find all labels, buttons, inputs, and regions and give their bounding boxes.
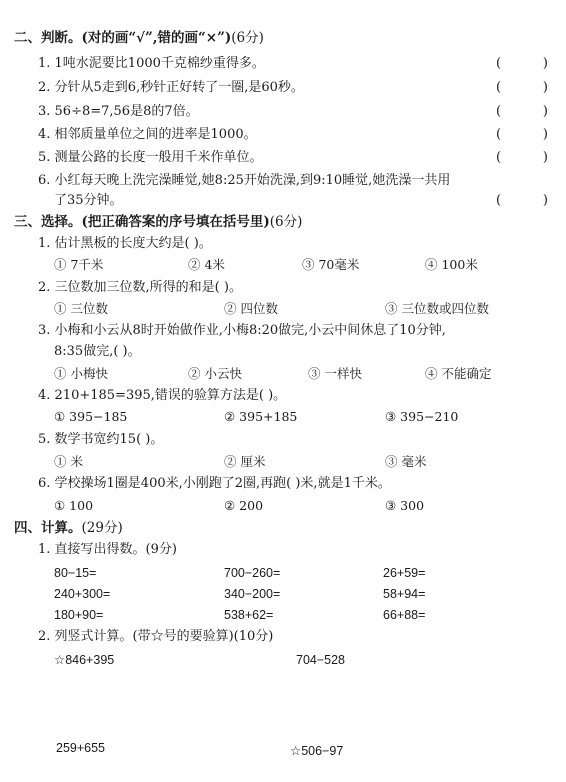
answer-bracket-4[interactable]: ( ) [496, 127, 548, 142]
section-3-score: (6分) [269, 214, 303, 230]
q1-option-2[interactable]: ② 4米 [188, 257, 225, 272]
vertical-calc-2: 704−528 [296, 653, 346, 667]
q2-option-2[interactable]: ② 四位数 [224, 301, 278, 316]
q3-option-3[interactable]: ③ 一样快 [308, 366, 362, 381]
answer-bracket-2[interactable]: ( ) [496, 80, 548, 95]
choice-q2: 2. 三位数加三位数,所得的和是( )。 [38, 280, 242, 295]
judge-item-2: 2. 分针从5走到6,秒针正好转了一圈,是60秒。 [38, 80, 304, 95]
q2-option-3[interactable]: ③ 三位数或四位数 [385, 301, 489, 316]
section-2-heading [14, 30, 264, 46]
q4-option-1[interactable]: ① 395−185 [54, 409, 128, 424]
calc-r2-c1: 240+300= [54, 587, 111, 601]
calc-r3-c2: 538+62= [224, 608, 274, 622]
q3-option-1[interactable]: ① 小梅快 [54, 366, 108, 381]
q5-option-2[interactable]: ② 厘米 [224, 454, 266, 469]
q6-option-1[interactable]: ① 100 [54, 498, 94, 513]
section-2-note: (对的画“√”,错的画“×”) [81, 30, 232, 46]
section-3-heading [14, 214, 302, 230]
judge-item-6-cont: 了35分钟。 [54, 193, 123, 208]
section-3-note: (把正确答案的序号填在括号里) [81, 214, 270, 230]
calc-r1-c3: 26+59= [383, 566, 426, 580]
calc-part-1-label: 1. 直接写出得数。(9分) [38, 542, 177, 557]
calc-r2-c3: 58+94= [383, 587, 426, 601]
q2-option-1[interactable]: ① 三位数 [54, 301, 108, 316]
calc-part-2-label: 2. 列竖式计算。(带☆号的要验算)(10分) [38, 629, 274, 644]
calc-r1-c1: 80−15= [54, 566, 97, 580]
choice-q1: 1. 估计黑板的长度大约是( )。 [38, 236, 212, 251]
choice-q4: 4. 210+185=395,错误的验算方法是( )。 [38, 388, 287, 403]
answer-bracket-6[interactable]: ( ) [496, 193, 548, 208]
vertical-calc-1: ☆846+395 [54, 653, 115, 667]
section-2-score: (6分) [231, 30, 264, 46]
answer-bracket-3[interactable]: ( ) [496, 104, 548, 119]
answer-bracket-5[interactable]: ( ) [496, 150, 548, 165]
choice-q5: 5. 数学书宽约15( )。 [38, 432, 164, 447]
q4-option-3[interactable]: ③ 395−210 [385, 409, 459, 424]
judge-item-6: 6. 小红每天晚上洗完澡睡觉,她8:25开始洗澡,到9:10睡觉,她洗澡一共用 [38, 173, 451, 188]
section-2-title: 二、判断。 [14, 30, 82, 46]
section-3-title: 三、选择。 [14, 214, 82, 230]
choice-q6: 6. 学校操场1圈是400米,小刚跑了2圈,再跑( )米,就是1千米。 [38, 476, 391, 491]
q4-option-2[interactable]: ② 395+185 [224, 409, 298, 424]
judge-item-4: 4. 相邻质量单位之间的进率是1000。 [38, 127, 257, 142]
judge-item-3: 3. 56÷8=7,56是8的7倍。 [38, 104, 199, 119]
q3-option-2[interactable]: ② 小云快 [188, 366, 242, 381]
choice-q3-cont: 8:35做完,( )。 [54, 344, 141, 359]
q1-option-4[interactable]: ④ 100米 [425, 257, 478, 272]
vertical-calc-4: ☆506−97 [290, 744, 344, 758]
section-4-score: (29分) [81, 520, 123, 536]
q5-option-3[interactable]: ③ 毫米 [385, 454, 427, 469]
section-4-heading [14, 520, 123, 536]
q6-option-3[interactable]: ③ 300 [385, 498, 425, 513]
calc-r3-c3: 66+88= [383, 608, 426, 622]
answer-bracket-1[interactable]: ( ) [496, 56, 548, 71]
q1-option-3[interactable]: ③ 70毫米 [302, 257, 360, 272]
vertical-calc-3: 259+655 [56, 741, 106, 755]
section-4-title: 四、计算。 [14, 520, 82, 536]
choice-q3: 3. 小梅和小云从8时开始做作业,小梅8:20做完,小云中间休息了10分钟, [38, 323, 446, 338]
calc-r3-c1: 180+90= [54, 608, 104, 622]
q5-option-1[interactable]: ① 米 [54, 454, 83, 469]
q3-option-4[interactable]: ④ 不能确定 [425, 366, 492, 381]
judge-item-1: 1. 1吨水泥要比1000千克棉纱重得多。 [38, 56, 265, 71]
calc-r2-c2: 340−200= [224, 587, 281, 601]
calc-r1-c2: 700−260= [224, 566, 281, 580]
judge-item-5: 5. 测量公路的长度一般用千米作单位。 [38, 150, 263, 165]
q1-option-1[interactable]: ① 7千米 [54, 257, 104, 272]
q6-option-2[interactable]: ② 200 [224, 498, 264, 513]
